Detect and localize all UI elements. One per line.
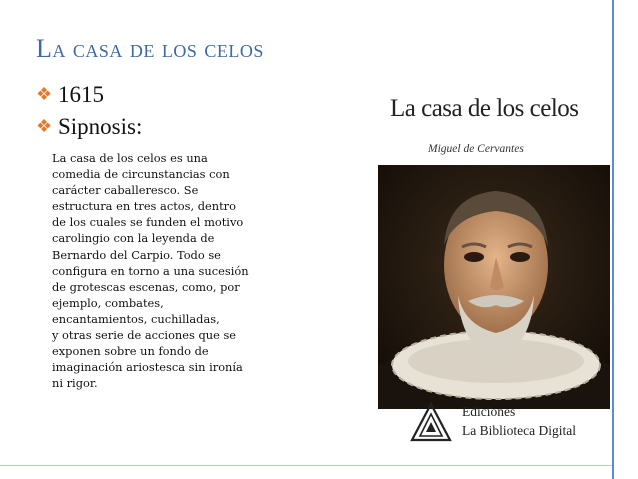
bullet-marker-icon: ❖ (36, 116, 53, 136)
cover-title: La casa de los celos (390, 95, 579, 122)
bullet-synopsis (36, 114, 142, 140)
publisher-line-1: Ediciones (462, 404, 516, 419)
bullet-marker-icon: ❖ (36, 84, 53, 104)
slide-title: La casa de los celos (36, 34, 264, 63)
cover-author: Miguel de Cervantes (428, 143, 524, 155)
bullet-year-text: 1615 (58, 82, 104, 107)
publisher-logo-icon (408, 400, 454, 446)
bullet-synopsis-text: Sipnosis: (58, 114, 143, 139)
bullet-year (36, 82, 104, 108)
author-portrait (378, 165, 610, 409)
publisher-block (408, 400, 608, 446)
bottom-border-line (0, 465, 614, 466)
synopsis-text: La casa de los celos es una comedia de circunstancias con carácter caballeresco. Se estructura en tres actos, dentro de los cuales se funden el motivo carolingio con la leyenda de Bernardo del Carpio. Todo se configura en torno a una sucesión de grotescas escenas, como, por ejemplo, combates, encantamientos, cuchilladas, y otras serie de acciones que se exponen sobre un fondo de imaginación ariostesca sin ironía ni rigor. (52, 151, 249, 391)
book-cover (378, 95, 610, 455)
right-border-line (612, 0, 614, 479)
publisher-line-2: La Biblioteca Digital (462, 423, 576, 438)
